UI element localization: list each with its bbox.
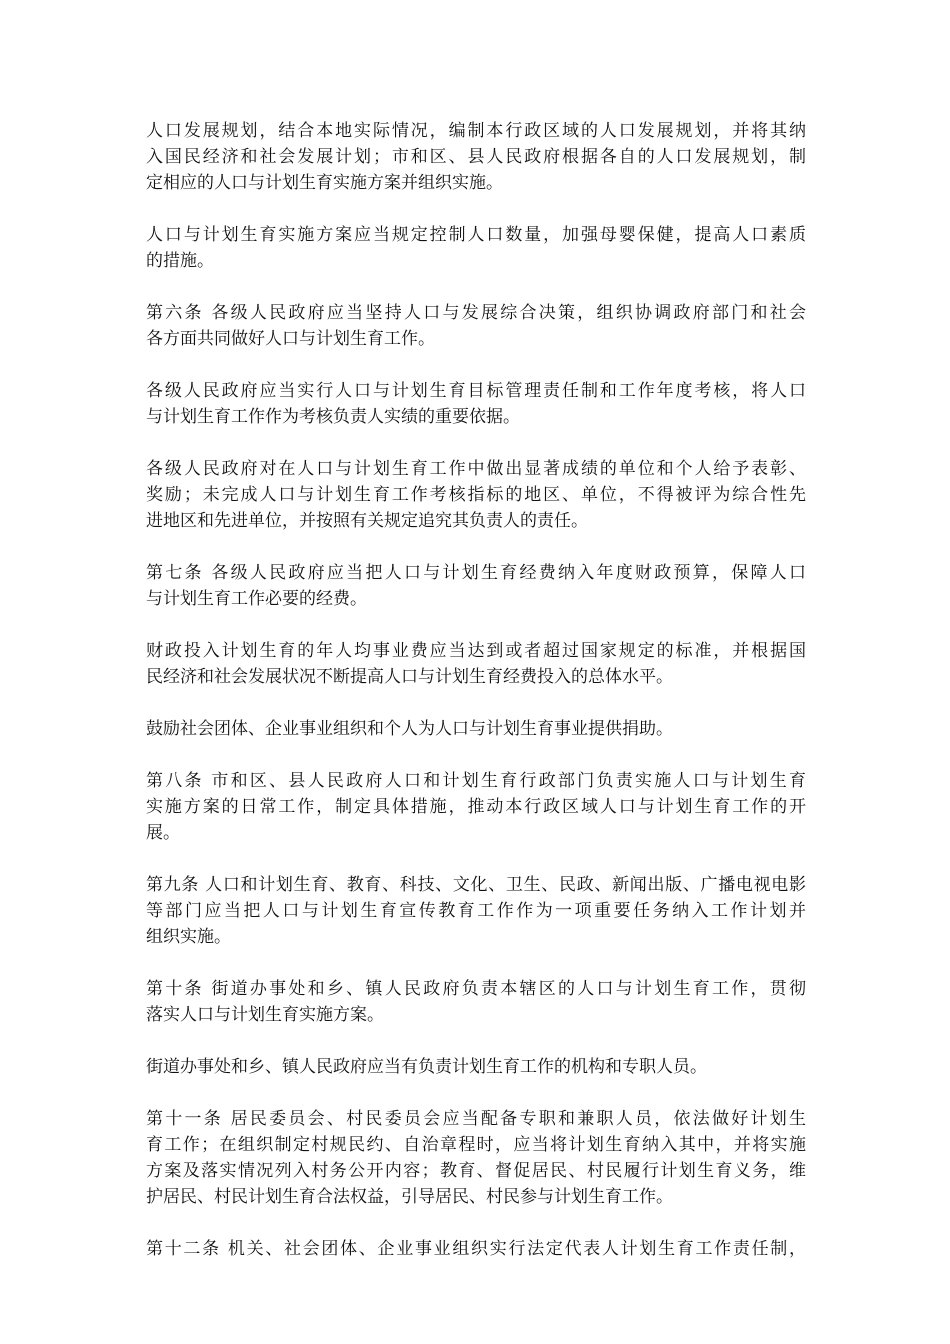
text-line: 组织实施。 (146, 927, 231, 947)
paragraph (146, 1054, 806, 1080)
text-line: 第十条 街道办事处和乡、镇人民政府负责本辖区的人口与计划生育工作，贯彻 (146, 979, 806, 999)
paragraph (146, 456, 806, 534)
paragraph (146, 378, 806, 430)
text-line: 展。 (146, 823, 180, 843)
text-line: 的措施。 (146, 251, 214, 271)
text-line: 定相应的人口与计划生育实施方案并组织实施。 (146, 173, 503, 193)
text-line: 各级人民政府应当实行人口与计划生育目标管理责任制和工作年度考核，将人口 (146, 381, 806, 401)
text-line: 育工作；在组织制定村规民约、自治章程时，应当将计划生育纳入其中，并将实施 (146, 1135, 806, 1155)
text-line: 第十二条 机关、社会团体、企业事业组织实行法定代表人计划生育工作责任制， (146, 1239, 806, 1259)
article-6 (146, 300, 806, 352)
text-line: 护居民、村民计划生育合法权益，引导居民、村民参与计划生育工作。 (146, 1187, 673, 1207)
text-line: 各级人民政府对在人口与计划生育工作中做出显著成绩的单位和个人给予表彰、 (146, 459, 806, 479)
text-line: 财政投入计划生育的年人均事业费应当达到或者超过国家规定的标准，并根据国 (146, 641, 806, 661)
text-line: 人口发展规划，结合本地实际情况，编制本行政区域的人口发展规划，并将其纳 (146, 121, 806, 141)
article-10 (146, 976, 806, 1028)
text-line: 实施方案的日常工作，制定具体措施，推动本行政区域人口与计划生育工作的开 (146, 797, 806, 817)
text-line: 各方面共同做好人口与计划生育工作。 (146, 329, 435, 349)
text-line: 人口与计划生育实施方案应当规定控制人口数量，加强母婴保健，提高人口素质 (146, 225, 806, 245)
article-7 (146, 560, 806, 612)
text-line: 奖励；未完成人口与计划生育工作考核指标的地区、单位，不得被评为综合性先 (146, 485, 806, 505)
text-line: 第七条 各级人民政府应当把人口与计划生育经费纳入年度财政预算，保障人口 (146, 563, 806, 583)
paragraph (146, 118, 806, 196)
text-line: 街道办事处和乡、镇人民政府应当有负责计划生育工作的机构和专职人员。 (146, 1057, 707, 1077)
text-line: 方案及落实情况列入村务公开内容；教育、督促居民、村民履行计划生育义务，维 (146, 1161, 806, 1181)
text-line: 与计划生育工作必要的经费。 (146, 589, 367, 609)
article-11 (146, 1106, 806, 1210)
paragraph (146, 638, 806, 690)
text-line: 落实人口与计划生育实施方案。 (146, 1005, 384, 1025)
text-line: 入国民经济和社会发展计划；市和区、县人民政府根据各自的人口发展规划，制 (146, 147, 806, 167)
document-body (146, 118, 806, 1288)
paragraph (146, 716, 806, 742)
text-line: 鼓励社会团体、企业事业组织和个人为人口与计划生育事业提供捐助。 (146, 719, 673, 739)
article-12 (146, 1236, 806, 1262)
text-line: 第十一条 居民委员会、村民委员会应当配备专职和兼职人员，依法做好计划生 (146, 1109, 806, 1129)
article-8 (146, 768, 806, 846)
text-line: 第八条 市和区、县人民政府人口和计划生育行政部门负责实施人口与计划生育 (146, 771, 806, 791)
text-line: 民经济和社会发展状况不断提高人口与计划生育经费投入的总体水平。 (146, 667, 673, 687)
text-line: 等部门应当把人口与计划生育宣传教育工作作为一项重要任务纳入工作计划并 (146, 901, 806, 921)
text-line: 与计划生育工作作为考核负责人实绩的重要依据。 (146, 407, 520, 427)
article-9 (146, 872, 806, 950)
text-line: 进地区和先进单位，并按照有关规定追究其负责人的责任。 (146, 511, 588, 531)
paragraph (146, 222, 806, 274)
text-line: 第六条 各级人民政府应当坚持人口与发展综合决策，组织协调政府部门和社会 (146, 303, 806, 323)
text-line: 第九条 人口和计划生育、教育、科技、文化、卫生、民政、新闻出版、广播电视电影 (146, 875, 806, 895)
